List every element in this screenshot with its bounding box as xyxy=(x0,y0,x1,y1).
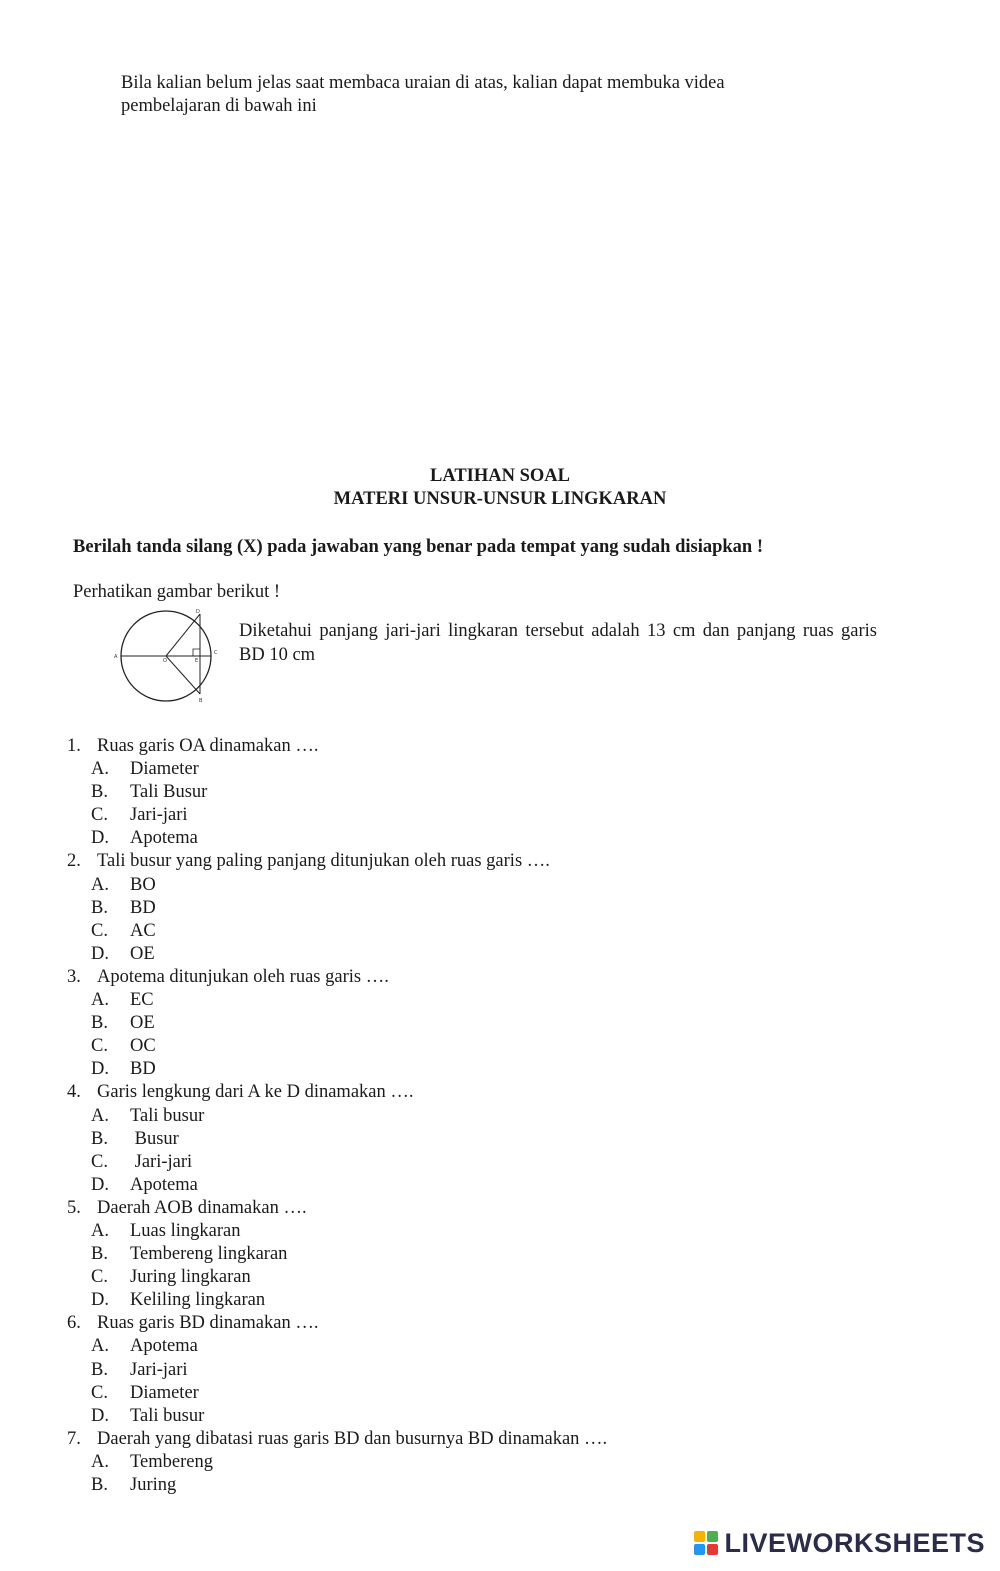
question-text: Ruas garis OA dinamakan …. xyxy=(97,736,319,756)
intro-line-1: Bila kalian belum jelas saat membaca uraian di atas, kalian dapat membuka videa xyxy=(121,73,725,93)
question-3 xyxy=(67,966,927,989)
label-b: B xyxy=(199,698,203,704)
question-number: 2. xyxy=(67,851,81,872)
label-o: O xyxy=(163,658,167,664)
option-letter: D. xyxy=(91,943,109,964)
option-text: BO xyxy=(130,874,156,895)
option-text: EC xyxy=(130,990,154,1011)
figure-prompt: Perhatikan gambar berikut ! xyxy=(73,582,281,602)
answer-option[interactable] xyxy=(67,827,927,850)
question-number: 4. xyxy=(67,1082,81,1103)
option-text: Tembereng lingkaran xyxy=(130,1244,288,1265)
question-text: Daerah AOB dinamakan …. xyxy=(97,1197,307,1218)
label-a: A xyxy=(114,654,118,660)
option-text: Tembereng xyxy=(130,1451,213,1472)
answer-option[interactable] xyxy=(67,758,927,781)
answer-option[interactable] xyxy=(67,1128,927,1151)
answer-option[interactable] xyxy=(67,1289,927,1312)
option-text: Tali Busur xyxy=(130,782,208,803)
question-number: 3. xyxy=(67,966,81,987)
answer-option[interactable] xyxy=(67,874,927,897)
question-6 xyxy=(67,1312,927,1335)
worksheet-title: LATIHAN SOAL xyxy=(430,466,570,486)
answer-option[interactable] xyxy=(67,1174,927,1197)
option-letter: A. xyxy=(91,1105,109,1126)
answer-option[interactable] xyxy=(67,1105,927,1128)
option-letter: C. xyxy=(91,1036,108,1057)
right-angle-mark xyxy=(193,649,200,656)
option-text: Keliling lingkaran xyxy=(130,1290,266,1311)
answer-option[interactable] xyxy=(67,989,927,1012)
answer-option[interactable] xyxy=(67,1451,927,1474)
option-text: Jari-jari xyxy=(130,805,188,826)
question-5 xyxy=(67,1197,927,1220)
answer-option[interactable] xyxy=(67,1382,927,1405)
answer-option[interactable] xyxy=(67,804,927,827)
label-e: E xyxy=(195,658,199,664)
answer-option[interactable] xyxy=(67,1012,927,1035)
question-text: Daerah yang dibatasi ruas garis BD dan busurnya BD dinamakan …. xyxy=(97,1428,608,1449)
option-text: OE xyxy=(130,1013,155,1034)
answer-option[interactable] xyxy=(67,1058,927,1081)
worksheet-subtitle: MATERI UNSUR-UNSUR LINGKARAN xyxy=(333,489,667,509)
option-text: Jari-jari xyxy=(130,1151,193,1172)
question-text: Tali busur yang paling panjang ditunjukan oleh ruas garis …. xyxy=(97,851,550,872)
answer-option[interactable] xyxy=(67,1359,927,1382)
answer-option[interactable] xyxy=(67,897,927,920)
answer-option[interactable] xyxy=(67,1220,927,1243)
option-text: Diameter xyxy=(130,1382,199,1403)
circle-figure xyxy=(114,606,226,706)
option-letter: A. xyxy=(91,1220,109,1241)
intro-line-2: pembelajaran di bawah ini xyxy=(121,96,317,116)
label-d: D xyxy=(196,609,200,615)
option-text: Diameter xyxy=(130,759,199,780)
question-text: Garis lengkung dari A ke D dinamakan …. xyxy=(97,1082,414,1103)
option-letter: D. xyxy=(91,828,109,849)
answer-option[interactable] xyxy=(67,943,927,966)
option-letter: C. xyxy=(91,920,108,941)
option-text: OC xyxy=(130,1036,156,1057)
question-list xyxy=(67,735,927,1497)
option-text: AC xyxy=(130,920,156,941)
option-letter: B. xyxy=(91,1475,108,1495)
option-letter: A. xyxy=(91,759,109,780)
option-text: Apotema xyxy=(130,1174,198,1195)
question-7 xyxy=(67,1428,927,1451)
instruction-text: Berilah tanda silang (X) pada jawaban yang benar pada tempat yang sudah disiapkan ! xyxy=(73,537,763,557)
question-4 xyxy=(67,1081,927,1104)
brand-name: LIVEWORKSHEETS xyxy=(724,1527,985,1558)
answer-option[interactable] xyxy=(67,1243,927,1266)
option-letter: D. xyxy=(91,1059,109,1080)
option-letter: C. xyxy=(91,1267,108,1288)
option-letter: B. xyxy=(91,1359,108,1380)
option-text: OE xyxy=(130,943,155,964)
question-text: Apotema ditunjukan oleh ruas garis …. xyxy=(97,966,389,987)
answer-option[interactable] xyxy=(67,1151,927,1174)
option-text: Juring lingkaran xyxy=(130,1267,251,1288)
answer-option[interactable] xyxy=(67,1035,927,1058)
option-letter: D. xyxy=(91,1174,109,1195)
option-letter: D. xyxy=(91,1290,109,1311)
option-letter: A. xyxy=(91,990,109,1011)
option-letter: B. xyxy=(91,1244,108,1265)
option-text: Busur xyxy=(130,1128,179,1149)
option-letter: B. xyxy=(91,782,108,803)
answer-option[interactable] xyxy=(67,1405,927,1428)
question-text: Ruas garis BD dinamakan …. xyxy=(97,1313,319,1334)
question-number: 7. xyxy=(67,1428,81,1449)
liveworksheets-logo-icon xyxy=(694,1531,718,1555)
option-letter: B. xyxy=(91,1128,108,1149)
answer-option[interactable] xyxy=(67,1474,927,1497)
option-text: Luas lingkaran xyxy=(130,1220,241,1241)
option-letter: C. xyxy=(91,1382,108,1403)
intro-paragraph xyxy=(121,72,841,118)
option-letter: A. xyxy=(91,874,109,895)
brand-logo xyxy=(694,1527,985,1559)
answer-option[interactable] xyxy=(67,1335,927,1358)
option-letter: C. xyxy=(91,805,108,826)
given-info-text: Diketahui panjang jari-jari lingkaran tersebut adalah 13 cm dan panjang ruas garis BD 10 cm xyxy=(239,621,877,665)
answer-option[interactable] xyxy=(67,920,927,943)
question-2 xyxy=(67,850,927,873)
answer-option[interactable] xyxy=(67,1266,927,1289)
question-number: 1. xyxy=(67,736,81,756)
label-c: C xyxy=(214,650,218,656)
option-letter: A. xyxy=(91,1336,109,1357)
option-text: Tali busur xyxy=(130,1105,205,1126)
question-1 xyxy=(67,735,927,758)
option-letter: B. xyxy=(91,897,108,918)
option-text: Juring xyxy=(130,1475,177,1495)
option-text: Apotema xyxy=(130,1336,198,1357)
question-number: 5. xyxy=(67,1197,81,1218)
option-text: Tali busur xyxy=(130,1405,205,1426)
option-text: BD xyxy=(130,897,156,918)
option-letter: D. xyxy=(91,1405,109,1426)
option-letter: B. xyxy=(91,1013,108,1034)
option-text: Apotema xyxy=(130,828,198,849)
answer-option[interactable] xyxy=(67,781,927,804)
option-text: Jari-jari xyxy=(130,1359,188,1380)
radius-od xyxy=(166,614,200,656)
option-text: BD xyxy=(130,1059,156,1080)
question-number: 6. xyxy=(67,1313,81,1334)
option-letter: A. xyxy=(91,1451,109,1472)
option-letter: C. xyxy=(91,1151,108,1172)
